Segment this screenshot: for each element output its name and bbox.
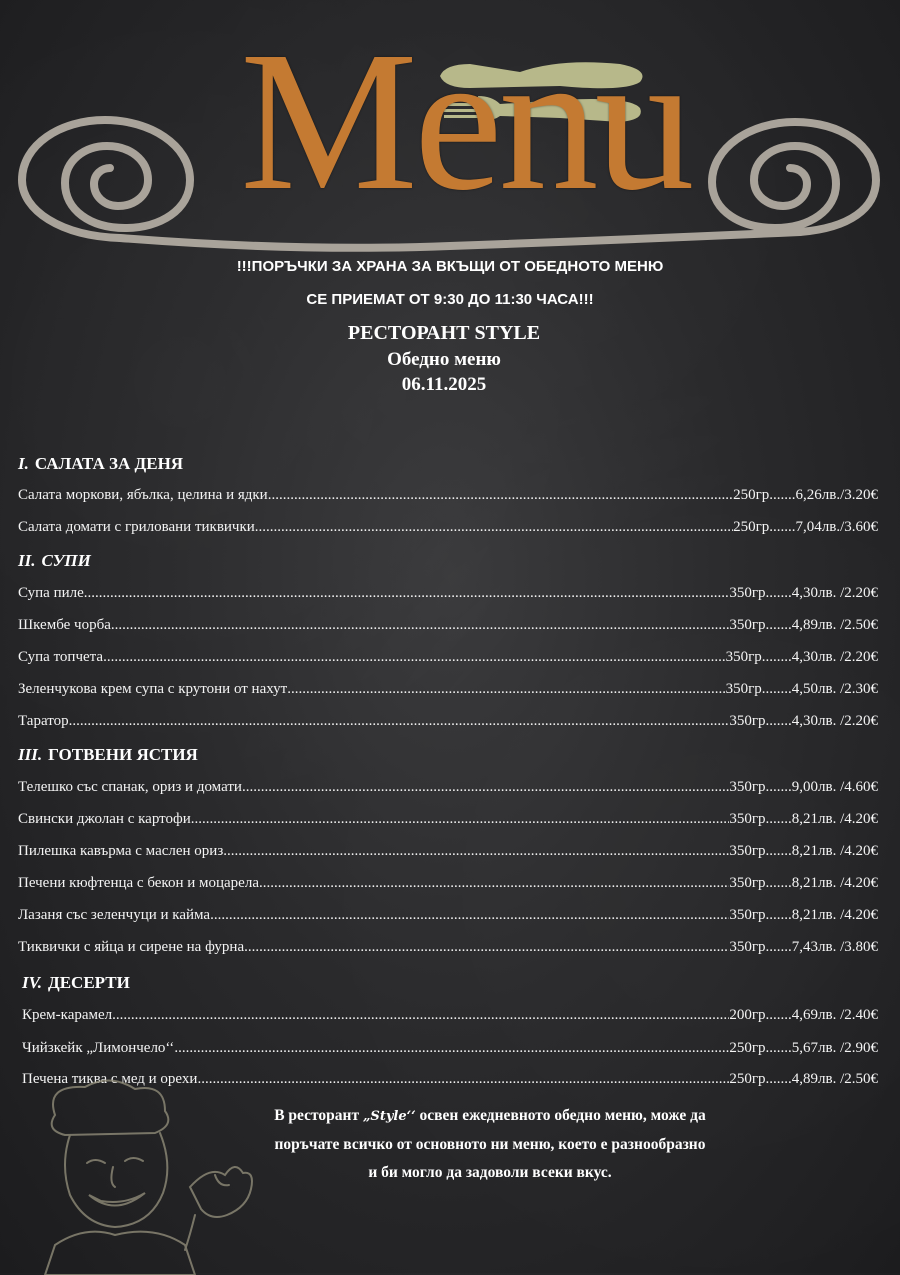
menu-item-price: 350гр.......8,21лв. /4.20€ xyxy=(729,907,878,923)
section-number: III. xyxy=(18,745,43,764)
menu-item-name: Чийзкейк „Лимончело‘‘ xyxy=(22,1040,175,1056)
menu-item-name: Пилешка кавърма с маслен ориз xyxy=(18,843,224,859)
menu-item-name: Салата моркови, ябълка, целина и ядки xyxy=(18,487,268,503)
menu-item-name: Супа пиле xyxy=(18,585,84,601)
section-number: II. xyxy=(18,551,36,570)
right-swirl-icon xyxy=(712,122,876,232)
menu-item-price: 350гр.......9,00лв. /4.60€ xyxy=(729,779,878,795)
section-title-cooked-dishes xyxy=(18,745,198,765)
menu-item-price: 250гр.......6,26лв./3.20€ xyxy=(733,487,878,503)
menu-item-name: Лазаня със зеленчуци и кайма xyxy=(18,907,211,923)
menu-item-row xyxy=(22,1007,878,1027)
leader-dots xyxy=(174,1040,729,1057)
menu-item-price: 250гр.......4,89лв. /2.50€ xyxy=(729,1071,878,1087)
leader-dots xyxy=(197,1071,729,1088)
menu-logo xyxy=(0,0,900,260)
menu-item-row xyxy=(18,649,878,669)
menu-item-name: Свински джолан с картофи xyxy=(18,811,191,827)
menu-item-price: 350гр.......4,30лв. /2.20€ xyxy=(729,713,878,729)
menu-item-row xyxy=(18,713,878,733)
menu-item-price: 200гр.......4,69лв. /2.40€ xyxy=(729,1007,878,1023)
section-label: ДЕСЕРТИ xyxy=(48,973,130,992)
leader-dots xyxy=(191,811,730,828)
section-title-soups xyxy=(18,551,91,571)
menu-item-row xyxy=(18,487,878,507)
leader-dots xyxy=(103,649,726,666)
footer-suffix: освен ежедневното обедно меню, може да поръчате всичко от основното ни меню, което е разнообразно и би могло да задоволи всеки вкус. xyxy=(274,1107,706,1181)
menu-item-row xyxy=(22,1040,878,1060)
left-swirl-icon xyxy=(22,120,190,238)
menu-item-price: 350гр.......4,89лв. /2.50€ xyxy=(729,617,878,633)
footer-style-word: „Style‘‘ xyxy=(362,1109,416,1124)
section-title-desserts xyxy=(22,973,130,993)
menu-item-price: 350гр.......4,30лв. /2.20€ xyxy=(729,585,878,601)
menu-item-row xyxy=(18,519,878,539)
menu-item-price: 250гр.......7,04лв./3.60€ xyxy=(733,519,878,535)
menu-item-row xyxy=(18,811,878,831)
menu-item-row xyxy=(18,939,878,959)
leader-dots xyxy=(268,487,733,504)
menu-item-name: Телешко със спанак, ориз и домати xyxy=(18,779,242,795)
leader-dots xyxy=(69,713,730,730)
section-number: I. xyxy=(18,454,29,473)
leader-dots xyxy=(210,907,729,924)
menu-item-name: Шкембе чорба xyxy=(18,617,111,633)
menu-item-row xyxy=(18,779,878,799)
chef-illustration xyxy=(15,1075,275,1275)
takeaway-notice-line2: СЕ ПРИЕМАТ ОТ 9:30 ДО 11:30 ЧАСА!!! xyxy=(306,291,594,308)
menu-item-name: Печени кюфтенца с бекон и моцарела xyxy=(18,875,259,891)
menu-item-name: Супа топчета xyxy=(18,649,104,665)
menu-item-name: Печена тиква с мед и орехи xyxy=(22,1071,198,1087)
leader-dots xyxy=(255,519,733,536)
menu-item-price: 350гр.......8,21лв. /4.20€ xyxy=(729,811,878,827)
section-number: IV. xyxy=(22,973,43,992)
section-title-salads xyxy=(18,454,183,474)
menu-date: 06.11.2025 xyxy=(401,374,487,395)
menu-item-row xyxy=(18,617,878,637)
takeaway-notice-line1: !!!ПОРЪЧКИ ЗА ХРАНА ЗА ВКЪЩИ ОТ ОБЕДНОТО МЕНЮ xyxy=(236,258,664,275)
menu-item-name: Таратор xyxy=(18,713,69,729)
menu-item-name: Зеленчукова крем супа с крутони от нахут xyxy=(18,681,288,697)
menu-item-name: Салата домати с гриловани тиквички xyxy=(18,519,255,535)
leader-dots xyxy=(111,617,729,634)
leader-dots xyxy=(244,939,729,956)
footer-prefix: В ресторант xyxy=(274,1107,363,1124)
menu-logo-word: Menu xyxy=(240,11,691,232)
leader-dots xyxy=(223,843,729,860)
menu-item-row xyxy=(18,843,878,863)
menu-item-row xyxy=(18,585,878,605)
restaurant-name: РЕСТОРАНТ STYLE xyxy=(347,322,541,344)
menu-item-price: 350гр........4,50лв. /2.30€ xyxy=(725,681,878,697)
menu-item-price: 350гр.......8,21лв. /4.20€ xyxy=(729,875,878,891)
menu-item-price: 350гр.......7,43лв. /3.80€ xyxy=(729,939,878,955)
section-label: САЛАТА ЗА ДЕНЯ xyxy=(34,454,184,473)
menu-item-row xyxy=(18,681,878,701)
leader-dots xyxy=(259,875,729,892)
menu-item-name: Тиквички с яйца и сирене на фурна xyxy=(18,939,245,955)
logo-underline xyxy=(120,232,800,248)
section-label: ГОТВЕНИ ЯСТИЯ xyxy=(48,745,198,764)
menu-item-name: Крем-карамел xyxy=(22,1007,113,1023)
menu-item-row xyxy=(18,875,878,895)
menu-item-price: 350гр.......8,21лв. /4.20€ xyxy=(729,843,878,859)
leader-dots xyxy=(287,681,725,698)
leader-dots xyxy=(242,779,729,796)
leader-dots xyxy=(84,585,730,602)
footer-note xyxy=(270,1102,710,1187)
leader-dots xyxy=(112,1007,729,1024)
section-label: СУПИ xyxy=(41,551,91,570)
menu-item-row xyxy=(18,907,878,927)
menu-item-price: 250гр.......5,67лв. /2.90€ xyxy=(729,1040,878,1056)
menu-subtitle: Обедно меню xyxy=(387,349,501,370)
menu-item-price: 350гр........4,30лв. /2.20€ xyxy=(725,649,878,665)
